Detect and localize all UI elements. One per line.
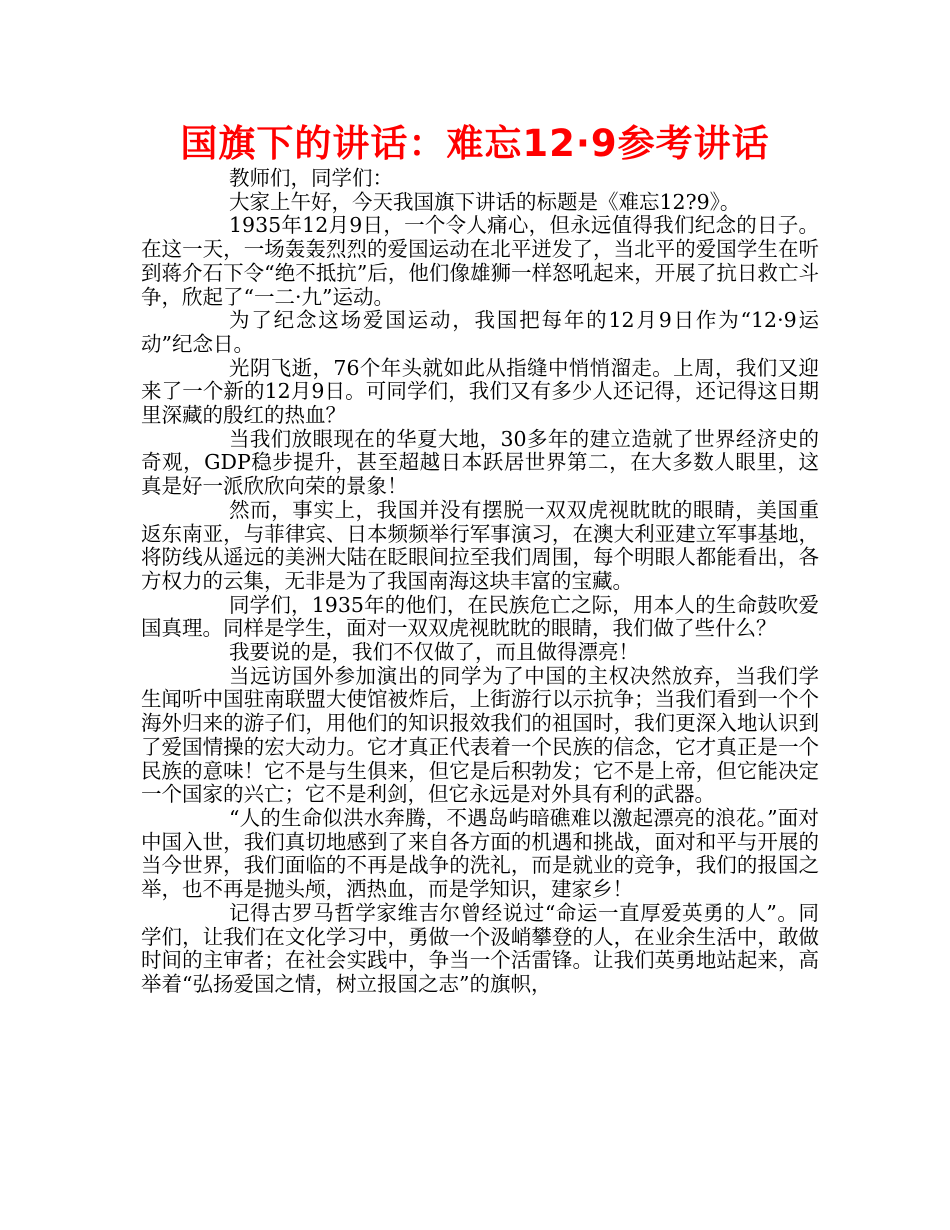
paragraph: 当我们放眼现在的华夏大地，30多年的建立造就了世界经济史的奇观，GDP稳步提升，甚至超越日本跃居世界第二，在大多数人眼里，这真是好一派欣欣向荣的景象！ [141,426,819,499]
paragraph: 1935年12月9日，一个令人痛心，但永远值得我们纪念的日子。在这一天，一场轰轰烈烈的爱国运动在北平迸发了，当北平的爱国学生在听到蒋介石下令“绝不抵抗”后，他们像雄狮一样怒吼起来，开展了抗日救亡斗争，欣起了“一二·九”运动。 [141,213,819,309]
paragraph-greeting: 大家上午好，今天我国旗下讲话的标题是《难忘12?9》。 [229,189,741,214]
paragraph: 我要说的是，我们不仅做了，而且做得漂亮！ [229,640,639,665]
paragraph: 记得古罗马哲学家维吉尔曾经说过“命运一直厚爱英勇的人”。同学们，让我们在文化学习中，勇做一个汲峭攀登的人，在业余生活中，敢做时间的主审者；在社会实践中，争当一个活雷锋。让我们英勇地站起来，高举着“弘扬爱国之情，树立报国之志”的旗帜， [141,900,819,996]
document-body [141,167,819,997]
paragraph: 然而，事实上，我国并没有摆脱一双双虎视眈眈的眼睛，美国重返东南亚，与菲律宾、日本频频举行军事演习，在澳大利亚建立军事基地，将防线从遥远的美洲大陆在眨眼间拉至我们周围，每个明眼人都能看出，各方权力的云集，无非是为了我国南海这块丰富的宝藏。 [141,497,819,593]
paragraph: 为了纪念这场爱国运动，我国把每年的12月9日作为“12·9运动”纪念日。 [141,308,819,356]
paragraph: 同学们，1935年的他们，在民族危亡之际，用本人的生命鼓吹爱国真理。同样是学生，面对一双双虎视眈眈的眼睛，我们做了些什么？ [141,592,819,641]
document-title: 国旗下的讲话：难忘12·9参考讲话 [180,122,770,165]
paragraph-salutation: 教师们，同学们： [229,166,393,190]
paragraph: 光阴飞逝，76个年头就如此从指缝中悄悄溜走。上周，我们又迎来了一个新的12月9日。可同学们，我们又有多少人还记得，还记得这日期里深藏的殷红的热血？ [141,355,819,428]
paragraph: 当远访国外参加演出的同学为了中国的主权决然放弃，当我们学生闻听中国驻南联盟大使馆被炸后，上街游行以示抗争；当我们看到一个个海外归来的游子们，用他们的知识报效我们的祖国时，我们更深入地认识到了爱国情操的宏大动力。它才真正代表着一个民族的信念，它才真正是一个民族的意味！它不是与生俱来，但它是后积勃发；它不是上帝，但它能决定一个国家的兴亡；它不是利剑，但它永远是对外具有利的武器。 [141,663,819,807]
paragraph: “人的生命似洪水奔腾，不遇岛屿暗礁难以激起漂亮的浪花。”面对中国入世，我们真切地感到了来自各方面的机遇和挑战，面对和平与开展的当今世界，我们面临的不再是战争的洗礼，而是就业的竞争，我们的报国之举，也不再是抛头颅，洒热血，而是学知识，建家乡！ [141,805,819,902]
